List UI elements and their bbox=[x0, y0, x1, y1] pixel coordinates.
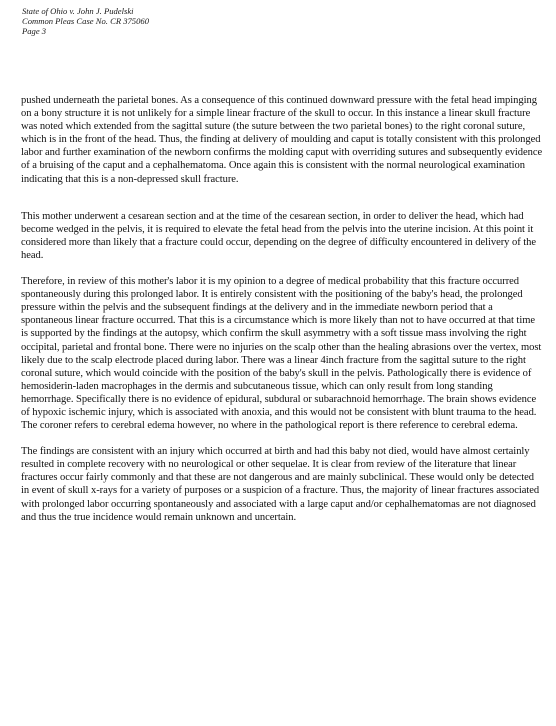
paragraph-skull-fracture-mechanism: pushed underneath the parietal bones. As a consequence of this continued downward pressure with the fetal head impinging on a bony structure it is not unlikely for a simple linear fracture of the skull to occur. In this instance a linear skull fracture was noted which extended from the sagittal suture (the suture between the two parietal bones) to the right coronal suture, which is in the front of the head. Thus, the finding at delivery of moulding and caput is totally consistent with this prolonged labor and further examination of the newborn confirms the molding caput with overriding sutures and subsequently evidence of a bruising of the caput and a cephalhematoma. Once again this is consistent with the normal neurological examination indicating that this is a non-depressed skull fracture. bbox=[21, 95, 543, 185]
document-body bbox=[21, 94, 543, 524]
paragraph-medical-opinion: Therefore, in review of this mother's labor it is my opinion to a degree of medical probability that this fracture occurred spontaneously during this prolonged labor. It is entirely consistent with the positioning of the baby's head, the prolonged pressure within the pelvis and the subsequent findings at the delivery and in the immediate newborn period that a spontaneous linear fracture occurred. That this is a circumstance which is more likely than not to have occurred at that time is supported by the findings at the autopsy, which confirm the skull asymmetry with a soft tissue mass involving the right occipital, parietal and frontal bone. There were no injuries on the scalp other than the healing abrasions over the vertex, most likely due to the scalp electrode placed during labor. There was a linear 4inch fracture from the sagittal suture to the right coronal suture, which would coincide with the position of the baby's skull in the pelvis. Pathologically there is evidence of hemosiderin-laden macrophages in the dermis and subcutaneous tissue, which can only result from long standing hemorrhage. Specifically there is no evidence of epidural, subdural or subarachnoid hemorrhage. The brain shows evidence of hypoxic ischemic injury, which is associated with anoxia, and this would not be consistent with blunt trauma to the head. The coroner refers to cerebral edema however, no where in the pathological report is there reference to cerebral edema. bbox=[21, 276, 542, 432]
case-caption: State of Ohio v. John J. Pudelski bbox=[22, 6, 134, 16]
page-number: Page 3 bbox=[22, 26, 47, 36]
paragraph-conclusion: The findings are consistent with an injury which occurred at birth and had this baby not died, would have almost certainly resulted in complete recovery with no neurological or other sequelae. It is clear from review of the literature that linear fractures occur fairly commonly and that these are not dangerous and are mainly subclinical. These would only be detected in event of skull x-rays for a variety of purposes or a suspicion of a fracture. Thus, the majority of linear fractures associated with prolonged labor occurring spontaneously and associated with a large caput and/or cephalhematomas are not diagnosed and thus the true incidence would remain unknown and uncertain. bbox=[21, 446, 540, 523]
case-number: Common Pleas Case No. CR 375060 bbox=[22, 16, 149, 26]
paragraph-cesarean-section: This mother underwent a cesarean section and at the time of the cesarean section, in order to deliver the head, which had become wedged in the pelvis, it is required to elevate the fetal head from the pelvis into the uterine incision. At this point it considered more than likely that a fracture could occur, depending on the degree of difficulty encountered in delivery of the head. bbox=[21, 210, 537, 261]
page-header bbox=[22, 6, 149, 36]
